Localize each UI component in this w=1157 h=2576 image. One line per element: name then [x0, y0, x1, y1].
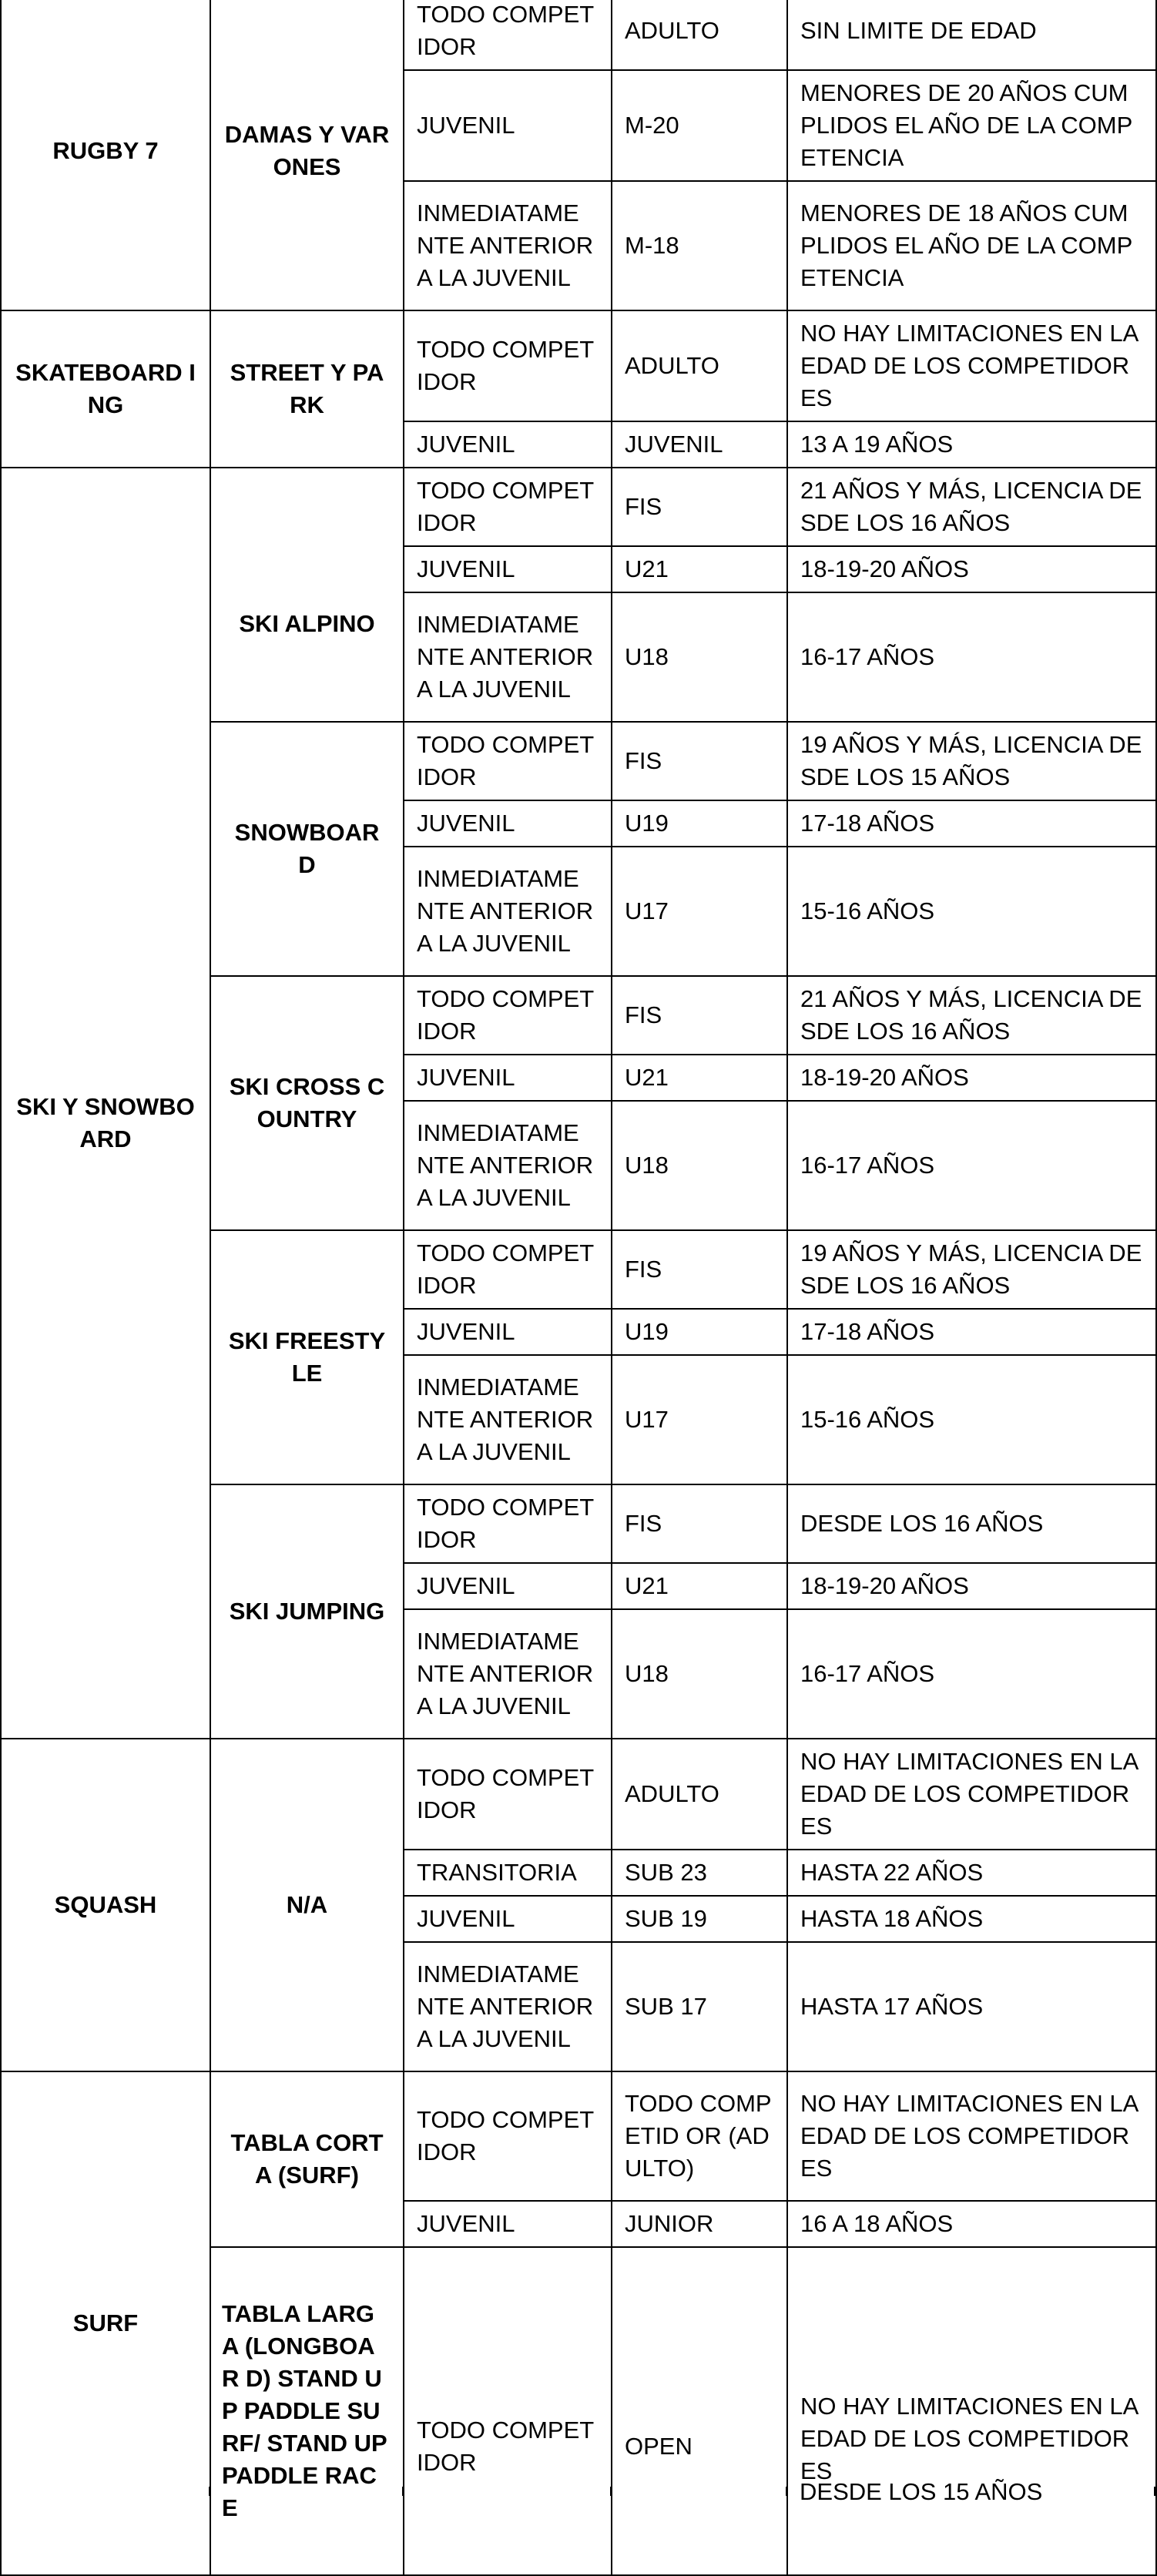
age-cell: 18-19-20 AÑOS: [787, 1563, 1156, 1609]
age-cell: SIN LIMITE DE EDAD: [787, 0, 1156, 70]
code-cell: ADULTO: [612, 1739, 787, 1850]
category-cell: JUVENIL: [404, 1055, 612, 1101]
sport-cell: SKATEBOARD ING: [1, 310, 210, 468]
modality-cell: STREET Y PARK: [210, 310, 404, 468]
category-cell: JUVENIL: [404, 546, 612, 592]
category-cell: TODO COMPETIDOR: [404, 1739, 612, 1850]
age-cell: MENORES DE 20 AÑOS CUMPLIDOS EL AÑO DE LA COMPETENCIA: [787, 70, 1156, 181]
code-cell: U21: [612, 1055, 787, 1101]
code-cell: SUB 23: [612, 1850, 787, 1896]
sport-cell: SURF: [1, 2071, 210, 2575]
age-cell: 21 AÑOS Y MÁS, LICENCIA DESDE LOS 16 AÑOS: [787, 976, 1156, 1055]
age-cell: 17-18 AÑOS: [787, 800, 1156, 847]
category-cell: JUVENIL: [404, 421, 612, 468]
code-cell: JUVENIL: [612, 421, 787, 468]
code-cell: U18: [612, 592, 787, 722]
sport-cell: SQUASH: [1, 1739, 210, 2071]
age-cell: 15-16 AÑOS: [787, 1355, 1156, 1484]
age-cell: HASTA 17 AÑOS: [787, 1942, 1156, 2071]
category-cell: JUVENIL: [404, 1309, 612, 1355]
table-row: [1, 0, 1156, 70]
age-cell: 19 AÑOS Y MÁS, LICENCIA DESDE LOS 15 AÑOS: [787, 722, 1156, 800]
category-cell: JUVENIL: [404, 800, 612, 847]
category-cell: INMEDIATAME NTE ANTERIOR A LA JUVENIL: [404, 1101, 612, 1230]
category-cell: TODO COMPETIDOR: [404, 1230, 612, 1309]
code-cell: TODO COMPETID OR (ADULTO): [612, 2071, 787, 2201]
code-cell: FIS: [612, 976, 787, 1055]
category-cell: TODO COMPETIDOR: [404, 310, 612, 421]
code-cell: U19: [612, 1309, 787, 1355]
age-cell: MENORES DE 18 AÑOS CUMPLIDOS EL AÑO DE LA COMPETENCIA: [787, 181, 1156, 310]
code-cell: U17: [612, 1355, 787, 1484]
category-cell: JUVENIL: [404, 70, 612, 181]
age-cell: 21 AÑOS Y MÁS, LICENCIA DESDE LOS 16 AÑOS: [787, 468, 1156, 546]
modality-cell: TABLA CORTA (SURF): [210, 2071, 404, 2247]
table-row: [1, 310, 1156, 421]
sport-cell: SKI Y SNOWBOARD: [1, 468, 210, 1739]
table-row: [1, 1739, 1156, 1850]
code-cell: U17: [612, 847, 787, 976]
age-cell: 16-17 AÑOS: [787, 1609, 1156, 1739]
category-cell: INMEDIATAME NTE ANTERIOR A LA JUVENIL: [404, 1942, 612, 2071]
code-cell: ADULTO: [612, 0, 787, 70]
category-cell: TODO COMPETIDOR: [404, 0, 612, 70]
category-cell: TODO COMPETIDOR: [404, 722, 612, 800]
code-cell: M-20: [612, 70, 787, 181]
category-cell: TRANSITORIA: [404, 1850, 612, 1896]
category-cell: INMEDIATAME NTE ANTERIOR A LA JUVENIL: [404, 1355, 612, 1484]
code-cell: M-18: [612, 181, 787, 310]
category-cell: TODO COMPETIDOR: [404, 2071, 612, 2201]
category-cell: JUVENIL: [404, 1896, 612, 1942]
cut-off-text: DESDE LOS 15 AÑOS: [800, 2478, 1043, 2505]
category-cell: INMEDIATAME NTE ANTERIOR A LA JUVENIL: [404, 592, 612, 722]
modality-cell: SKI ALPINO: [210, 468, 404, 722]
age-cell: NO HAY LIMITACIONES EN LA EDAD DE LOS COMPETIDORES: [787, 2071, 1156, 2201]
category-cell: JUVENIL: [404, 1563, 612, 1609]
modality-cell: SKI FREESTYLE: [210, 1230, 404, 1484]
age-cell: 15-16 AÑOS: [787, 847, 1156, 976]
code-cell: FIS: [612, 1484, 787, 1563]
code-cell: U21: [612, 546, 787, 592]
code-cell: SUB 19: [612, 1896, 787, 1942]
code-cell: JUNIOR: [612, 2201, 787, 2247]
age-cell: 18-19-20 AÑOS: [787, 546, 1156, 592]
age-cell: 19 AÑOS Y MÁS, LICENCIA DESDE LOS 16 AÑOS: [787, 1230, 1156, 1309]
category-cell: TODO COMPETIDOR: [404, 976, 612, 1055]
age-cell: 13 A 19 AÑOS: [787, 421, 1156, 468]
code-cell: U19: [612, 800, 787, 847]
modality-cell: SNOWBOAR D: [210, 722, 404, 976]
sport-cell: RUGBY 7: [1, 0, 210, 310]
category-cell: TODO COMPETIDOR: [404, 468, 612, 546]
age-cell: 18-19-20 AÑOS: [787, 1055, 1156, 1101]
code-cell: FIS: [612, 468, 787, 546]
code-cell: SUB 17: [612, 1942, 787, 2071]
code-cell: U21: [612, 1563, 787, 1609]
category-cell: TODO COMPETIDOR: [404, 1484, 612, 1563]
code-cell: ADULTO: [612, 310, 787, 421]
modality-cell: N/A: [210, 1739, 404, 2071]
age-cell: NO HAY LIMITACIONES EN LA EDAD DE LOS COMPETIDORES: [787, 2247, 1156, 2575]
age-cell: 16-17 AÑOS: [787, 592, 1156, 722]
table-row: [1, 468, 1156, 546]
code-cell: OPEN: [612, 2247, 787, 2575]
category-cell: JUVENIL: [404, 2201, 612, 2247]
age-cell: HASTA 22 AÑOS: [787, 1850, 1156, 1896]
code-cell: FIS: [612, 722, 787, 800]
code-cell: FIS: [612, 1230, 787, 1309]
category-cell: INMEDIATAME NTE ANTERIOR A LA JUVENIL: [404, 1609, 612, 1739]
code-cell: U18: [612, 1101, 787, 1230]
age-cell: HASTA 18 AÑOS: [787, 1896, 1156, 1942]
table-row: [1, 2071, 1156, 2201]
category-cell: INMEDIATAME NTE ANTERIOR A LA JUVENIL: [404, 181, 612, 310]
age-cell: 16-17 AÑOS: [787, 1101, 1156, 1230]
code-cell: U18: [612, 1609, 787, 1739]
category-cell: TODO COMPETIDOR: [404, 2247, 612, 2575]
age-cell: NO HAY LIMITACIONES EN LA EDAD DE LOS COMPETIDORES: [787, 1739, 1156, 1850]
modality-cell: SKI CROSS COUNTRY: [210, 976, 404, 1230]
category-cell: INMEDIATAME NTE ANTERIOR A LA JUVENIL: [404, 847, 612, 976]
age-cell: 17-18 AÑOS: [787, 1309, 1156, 1355]
modality-cell: TABLA LARGA (LONGBOAR D) STAND UP PADDLE SURF/ STAND UP PADDLE RACE: [210, 2247, 404, 2575]
modality-cell: DAMAS Y VARONES: [210, 0, 404, 310]
age-cell: 16 A 18 AÑOS: [787, 2201, 1156, 2247]
age-cell: NO HAY LIMITACIONES EN LA EDAD DE LOS COMPETIDORES: [787, 310, 1156, 421]
modality-cell: SKI JUMPING: [210, 1484, 404, 1739]
age-cell: DESDE LOS 16 AÑOS: [787, 1484, 1156, 1563]
